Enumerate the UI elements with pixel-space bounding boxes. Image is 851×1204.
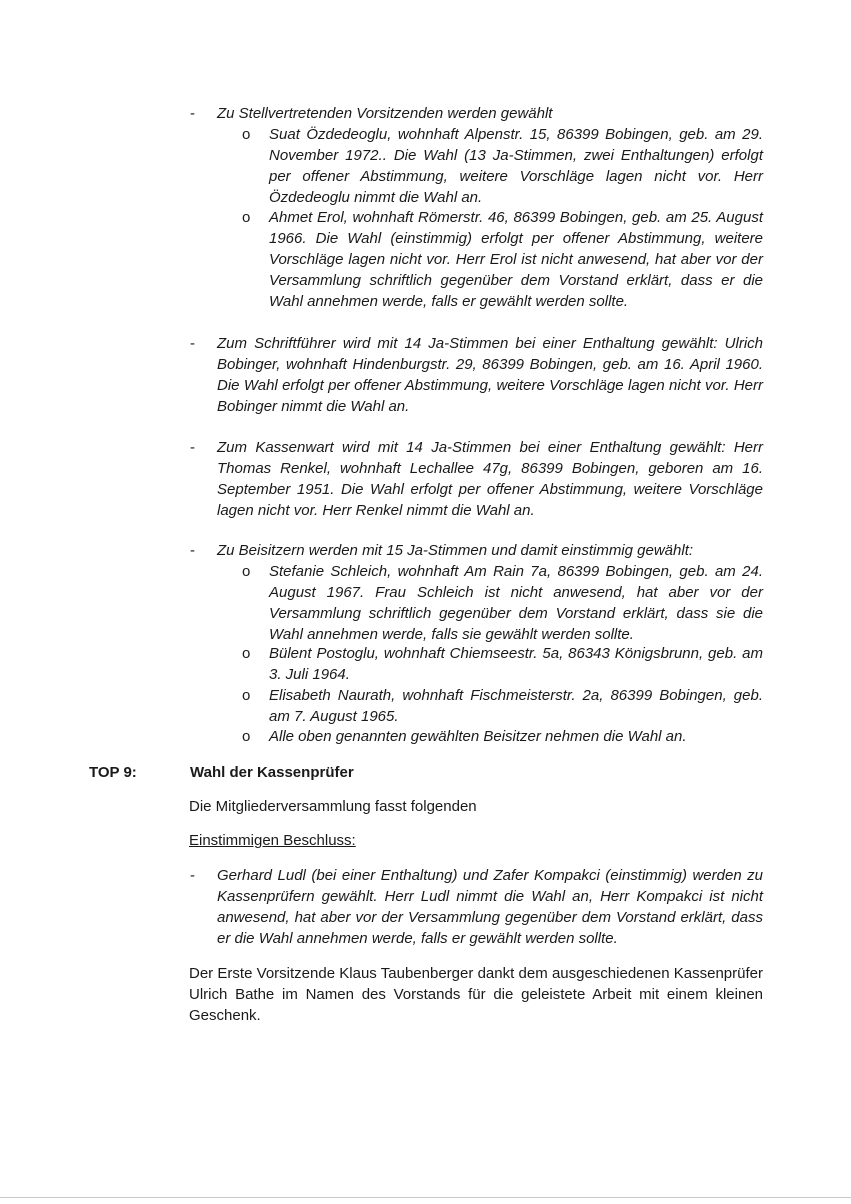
beisitzer-item-2: Bülent Postoglu, wohnhaft Chiemseestr. 5a, 86343 Königsbrunn, geb. am 3. Juli 1964. [269,645,763,683]
dash-bullet: - [190,542,195,559]
stellv-item-2: Ahmet Erol, wohnhaft Römerstr. 46, 86399 Bobingen, geb. am 25. August 1966. Die Wahl (einstimmig) erfolgt per offener Abstimmung, weitere Vorschläge lagen nicht vor. Herr Erol ist nicht anwesend, hat aber vor der Versammlung schriftlich gegenüber dem Vorstand erklärt, dass er die Wahl annehmen werde, falls er gewählt werden sollte. [269,209,763,310]
beisitzer-item-3: Elisabeth Naurath, wohnhaft Fischmeisterstr. 2a, 86399 Bobingen, geb. am 7. August 1965. [269,687,763,725]
resolution-heading: Einstimmigen Beschluss: [189,832,356,849]
circle-bullet: o [242,687,251,704]
beisitzer-intro: Zu Beisitzern werden mit 15 Ja-Stimmen und damit einstimmig gewählt: [217,542,694,559]
beisitzer-item-4: Alle oben genannten gewählten Beisitzer nehmen die Wahl an. [269,728,687,745]
schriftfuehrer-paragraph: Zum Schriftführer wird mit 14 Ja-Stimmen bei einer Enthaltung gewählt: Ulrich Bobinger, wohnhaft Hindenburgstr. 29, 86399 Bobingen, geb. am 16. April 1960. Die Wahl erfolgt per offener Abstimmung, weitere Vorschläge lagen nicht vor. Herr Bobinger nimmt die Wahl an. [217,335,763,415]
circle-bullet: o [242,728,251,745]
circle-bullet: o [242,563,251,580]
stellv-intro: Zu Stellvertretenden Vorsitzenden werden gewählt [217,105,553,122]
dash-bullet: - [190,867,195,884]
circle-bullet: o [242,645,251,662]
kassenwart-paragraph: Zum Kassenwart wird mit 14 Ja-Stimmen bei einer Enthaltung gewählt: Herr Thomas Renkel, wohnhaft Lechallee 47g, 86399 Bobingen, geboren am 16. September 1951. Die Wahl erfolgt per offener Abstimmung, weitere Vorschläge lagen nicht vor. Herr Renkel nimmt die Wahl an. [217,439,763,519]
stellv-item-1: Suat Özdedeoglu, wohnhaft Alpenstr. 15, 86399 Bobingen, geb. am 29. November 1972.. Die Wahl (13 Ja-Stimmen, zwei Enthaltungen) erfolgt per offener Abstimmung, weitere Vorschläge lagen nicht vor. Herr Özdedeoglu nimmt die Wahl an. [269,126,763,206]
circle-bullet: o [242,126,251,143]
agenda-item-title: Wahl der Kassenprüfer [190,764,354,781]
top9-intro: Die Mitgliederversammlung fasst folgenden [189,798,477,815]
dash-bullet: - [190,105,195,122]
circle-bullet: o [242,209,251,226]
page-bottom-edge [0,1197,851,1198]
dash-bullet: - [190,335,195,352]
agenda-item-label: TOP 9: [89,764,137,781]
closing-paragraph: Der Erste Vorsitzende Klaus Taubenberger dankt dem ausgeschiedenen Kassenprüfer Ulrich Bathe im Namen des Vorstands für die geleistete Arbeit mit einem kleinen Geschenk. [189,965,763,1024]
dash-bullet: - [190,439,195,456]
beisitzer-item-1: Stefanie Schleich, wohnhaft Am Rain 7a, 86399 Bobingen, geb. am 24. August 1967. Frau Schleich ist nicht anwesend, hat aber vor der Versammlung schriftlich gegenüber dem Vorstand erklärt, dass sie die Wahl annehmen werde, falls sie gewählt werden sollte. [269,563,763,643]
resolution-item: Gerhard Ludl (bei einer Enthaltung) und Zafer Kompakci (einstimmig) werden zu Kassenprüfern gewählt. Herr Ludl nimmt die Wahl an, Herr Kompakci ist nicht anwesend, hat aber vor der Versammlung gegenüber dem Vorstand erklärt, dass er die Wahl annehmen werde, falls er gewählt werden sollte. [217,867,763,947]
